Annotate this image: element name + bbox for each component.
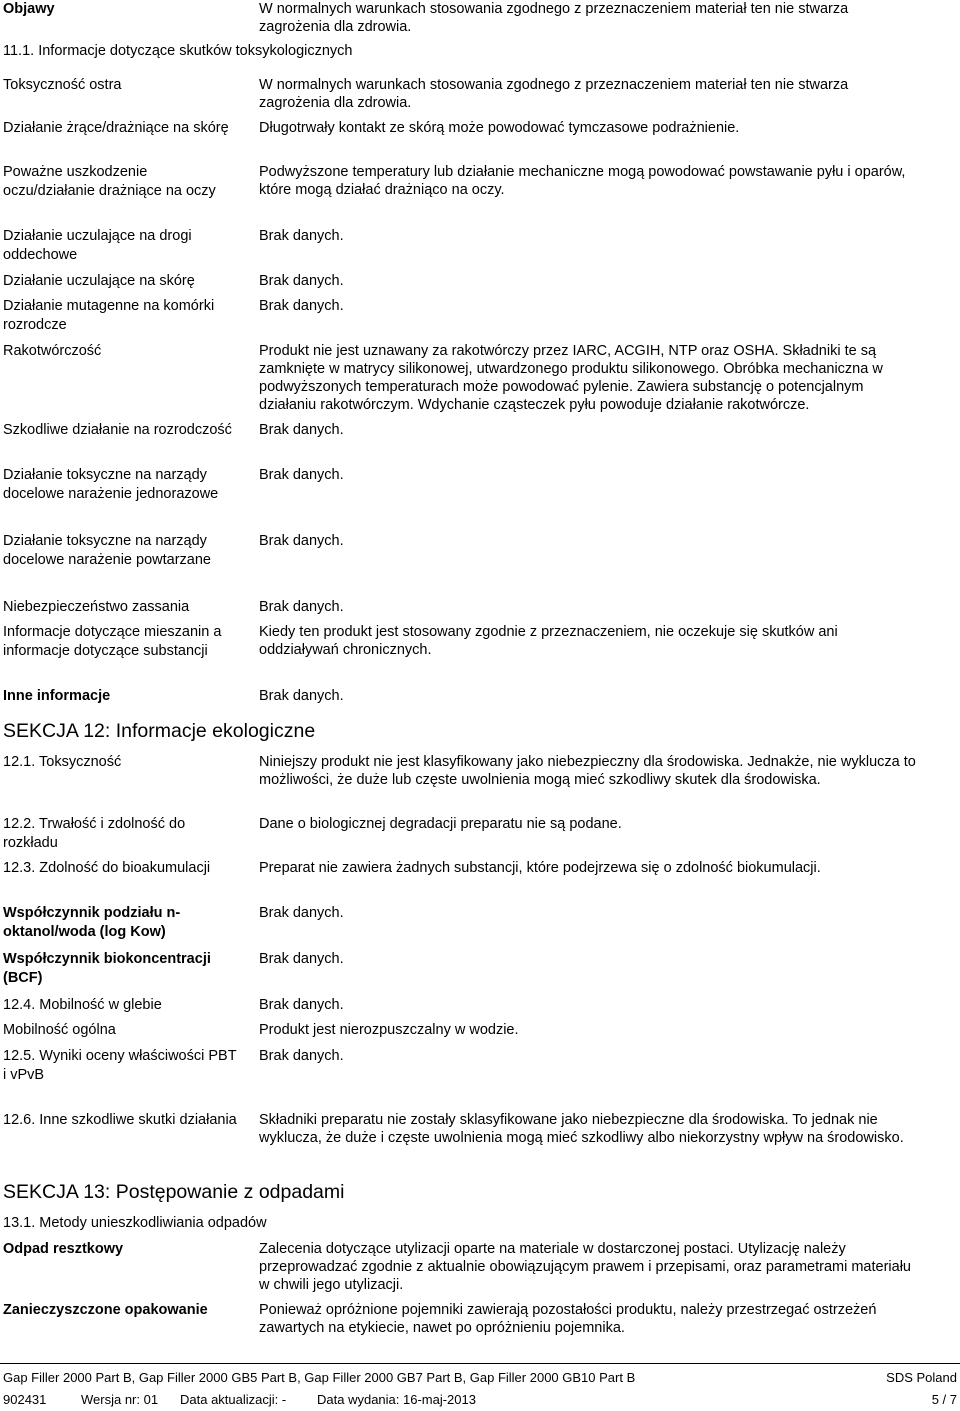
footer-version: Wersja nr: 01 [81, 1392, 159, 1407]
s12-label-4: Współczynnik biokoncentracji (BCF) [3, 951, 211, 986]
objawy-value: W normalnych warunkach stosowania zgodnego z przeznaczeniem materiał ten nie stwarza zagrożenia dla zdrowia. [259, 1, 849, 35]
s12-label-2: 12.3. Zdolność do bioakumulacji [3, 860, 211, 876]
tox-value-10: Brak danych. [259, 599, 344, 615]
s12-value-7: Brak danych. [259, 1048, 344, 1064]
tox-label-0: Toksyczność ostra [3, 77, 122, 93]
tox-value-3: Brak danych. [259, 228, 344, 244]
tox-label-12: Inne informacje [3, 688, 111, 704]
s12-value-4: Brak danych. [259, 951, 344, 967]
s12-value-6: Produkt jest nierozpuszczalny w wodzie. [259, 1022, 519, 1038]
s12-value-2: Preparat nie zawiera żadnych substancji, które podejrzewa się o zdolność biokumulacji. [259, 860, 821, 876]
s12-label-8: 12.6. Inne szkodliwe skutki działania [3, 1112, 237, 1128]
tox-value-0: W normalnych warunkach stosowania zgodnego z przeznaczeniem materiał ten nie stwarza zagrożenia dla zdrowia. [259, 77, 849, 111]
tox-value-4: Brak danych. [259, 273, 344, 289]
tox-value-7: Brak danych. [259, 422, 344, 438]
s13-label-1: Zanieczyszczone opakowanie [3, 1302, 208, 1318]
tox-label-3: Działanie uczulające na drogi oddechowe [3, 228, 192, 263]
s12-value-5: Brak danych. [259, 997, 344, 1013]
s12-value-0: Niniejszy produkt nie jest klasyfikowany jako niebezpieczny dla środowiska. Jednakże, nie wyklucza to możliwości, że duże lub częste uwolnienia mogą mieć szkodliwy skutek dla środowiska. [259, 754, 916, 788]
s12-label-7: 12.5. Wyniki oceny właściwości PBT i vPvB [3, 1048, 237, 1083]
tox-value-9: Brak danych. [259, 533, 344, 549]
objawy-label: Objawy [3, 1, 55, 17]
s13-label-0: Odpad resztkowy [3, 1241, 124, 1257]
section-12-title: SEKCJA 12: Informacje ekologiczne [3, 720, 316, 742]
footer-update: Data aktualizacji: - [180, 1392, 287, 1407]
tox-label-4: Działanie uczulające na skórę [3, 273, 195, 289]
tox-label-9: Działanie toksyczne na narządy docelowe narażenie powtarzane [3, 533, 211, 568]
s12-label-1: 12.2. Trwałość i zdolność do rozkładu [3, 816, 186, 851]
s12-value-8: Składniki preparatu nie zostały sklasyfikowane jako niebezpieczne dla środowiska. To jednak nie wyklucza, że duże i częste uwolnienia mogą mieć szkodliwy albo niekorzystny wpływ na środowisko. [259, 1112, 904, 1146]
s12-label-3: Współczynnik podziału n-oktanol/woda (log Kow) [3, 905, 181, 940]
tox-label-1: Działanie żrące/drażniące na skórę [3, 120, 229, 136]
tox-value-2: Podwyższone temperatury lub działanie mechaniczne mogą powodować powstawanie pyłu i oparów, które mogą działać drażniąco na oczy. [259, 164, 906, 198]
tox-value-1: Długotrwały kontakt ze skórą może powodować tymczasowe podrażnienie. [259, 120, 740, 136]
tox-value-5: Brak danych. [259, 298, 344, 314]
s12-value-1: Dane o biologicznej degradacji preparatu nie są podane. [259, 816, 622, 832]
tox-label-6: Rakotwórczość [3, 343, 102, 359]
tox-label-11: Informacje dotyczące mieszanin a informacje dotyczące substancji [3, 624, 222, 659]
footer-divider [0, 1363, 960, 1364]
tox-label-8: Działanie toksyczne na narządy docelowe narażenie jednorazowe [3, 467, 219, 502]
s12-label-6: Mobilność ogólna [3, 1022, 116, 1038]
s13-value-1: Ponieważ opróżnione pojemniki zawierają pozostałości produktu, należy przestrzegać ostrzeżeń zawartych na etykiecie, nawet po opróżnieniu pojemnika. [259, 1302, 877, 1336]
section-13-title: SEKCJA 13: Postępowanie z odpadami [3, 1181, 345, 1203]
tox-label-7: Szkodliwe działanie na rozrodczość [3, 422, 232, 438]
s12-value-3: Brak danych. [259, 905, 344, 921]
s13-value-0: Zalecenia dotyczące utylizacji oparte na materiale w dostarczonej postaci. Utylizację należy przeprowadzać zgodnie z aktualnie obowiązującym prawem i przepisami, oraz parametrami materiału w chwili jego utylizacji. [259, 1241, 911, 1293]
tox-value-8: Brak danych. [259, 467, 344, 483]
s12-label-0: 12.1. Toksyczność [3, 754, 122, 770]
tox-label-5: Działanie mutagenne na komórki rozrodcze [3, 298, 215, 333]
footer-page: 5 / 7 [931, 1392, 957, 1407]
tox-label-10: Niebezpieczeństwo zassania [3, 599, 190, 615]
tox-value-6: Produkt nie jest uznawany za rakotwórczy przez IARC, ACGIH, NTP oraz OSHA. Składniki te są zamknięte w matrycy silikonowej, utwardzonego produktu silikonowego. Obróbka mechaniczna w podwyższonych temperaturach może powodować pylenie. Zawiera substancję o potencjalnym działaniu rakotwórczym. Wdychanie cząsteczek pyłu powoduje działanie rakotwórcze. [259, 343, 883, 413]
s12-label-5: 12.4. Mobilność w glebie [3, 997, 162, 1013]
footer-issue: Data wydania: 16-maj-2013 [317, 1392, 476, 1407]
tox-value-12: Brak danych. [259, 688, 344, 704]
tox-value-11: Kiedy ten produkt jest stosowany zgodnie z przeznaczeniem, nie oczekuje się skutków ani oddziaływań chronicznych. [259, 624, 838, 658]
footer-sds: SDS Poland [886, 1370, 957, 1385]
section-13-subtitle: 13.1. Metody unieszkodliwiania odpadów [3, 1215, 267, 1231]
footer-product: Gap Filler 2000 Part B, Gap Filler 2000 GB5 Part B, Gap Filler 2000 GB7 Part B, Gap Filler 2000 GB10 Part B [3, 1370, 636, 1385]
tox-label-2: Poważne uszkodzenie oczu/działanie drażniące na oczy [3, 164, 216, 199]
subsection-11-1-title: 11.1. Informacje dotyczące skutków toksykologicznych [3, 43, 353, 59]
footer-number: 902431 [3, 1392, 47, 1407]
